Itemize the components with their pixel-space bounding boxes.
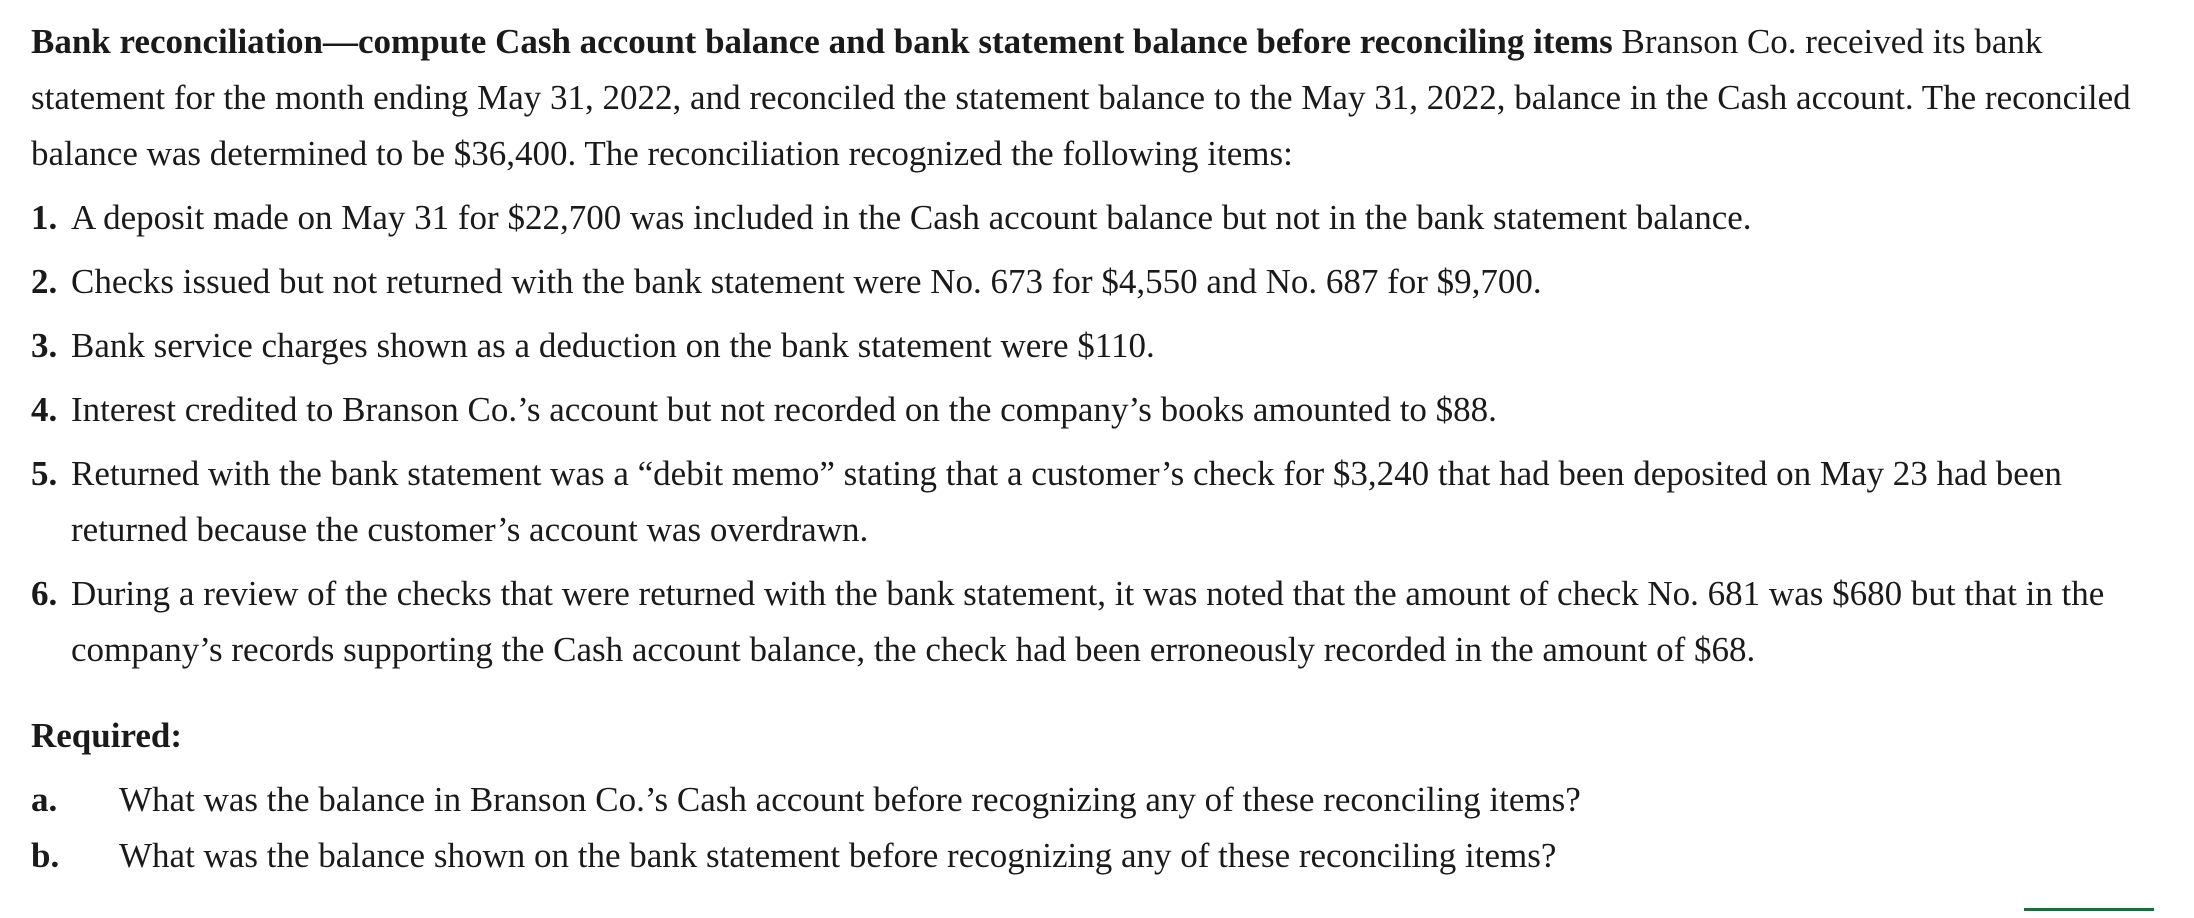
question-text: What was the balance in Branson Co.’s Cash account before recognizing any of these reconciling items? bbox=[119, 780, 1581, 819]
list-item bbox=[31, 446, 2151, 558]
reconciling-items-list bbox=[31, 190, 2151, 678]
list-item bbox=[31, 566, 2151, 678]
required-questions-list bbox=[31, 772, 2151, 884]
required-heading: Required: bbox=[31, 716, 183, 755]
item-text: Returned with the bank statement was a “debit memo” stating that a customer’s check for $3,240 that had been deposited on May 23 had been returned because the customer’s account was overdrawn. bbox=[71, 454, 2062, 549]
item-text: Checks issued but not returned with the bank statement were No. 673 for $4,550 and No. 687 for $9,700. bbox=[71, 262, 1542, 301]
item-number: 4. bbox=[31, 390, 58, 429]
question-text: What was the balance shown on the bank statement before recognizing any of these reconciling items? bbox=[119, 836, 1557, 875]
item-text: A deposit made on May 31 for $22,700 was included in the Cash account balance but not in the bank statement balance. bbox=[71, 198, 1752, 237]
problem-content bbox=[31, 14, 2151, 884]
bottom-divider bbox=[2024, 908, 2154, 911]
item-text: Interest credited to Branson Co.’s account but not recorded on the company’s books amounted to $88. bbox=[71, 390, 1497, 429]
question-item bbox=[31, 772, 2151, 828]
item-text: Bank service charges shown as a deduction on the bank statement were $110. bbox=[71, 326, 1155, 365]
problem-intro bbox=[31, 14, 2151, 182]
item-number: 5. bbox=[31, 454, 58, 493]
question-item bbox=[31, 828, 2151, 884]
list-item bbox=[31, 190, 2151, 246]
list-item bbox=[31, 318, 2151, 374]
list-item bbox=[31, 254, 2151, 310]
item-text: During a review of the checks that were returned with the bank statement, it was noted that the amount of check No. 681 was $680 but that in the company’s records supporting the Cash account balance, the check had been erroneously recorded in the amount of $68. bbox=[71, 574, 2105, 669]
problem-title: Bank reconciliation—compute Cash account balance and bank statement balance before reconciling items bbox=[31, 22, 1613, 61]
item-number: 2. bbox=[31, 262, 58, 301]
question-letter: a. bbox=[31, 780, 58, 819]
problem-intro-text: Branson Co. received its bank statement for the month ending May 31, 2022, and reconciled the statement balance to the May 31, 2022, balance in the Cash account. The reconciled balance was determined to be $36,400. The reconciliation recognized the following items: bbox=[31, 22, 2131, 173]
item-number: 1. bbox=[31, 198, 58, 237]
list-item bbox=[31, 382, 2151, 438]
item-number: 6. bbox=[31, 574, 58, 613]
item-number: 3. bbox=[31, 326, 58, 365]
question-letter: b. bbox=[31, 836, 60, 875]
